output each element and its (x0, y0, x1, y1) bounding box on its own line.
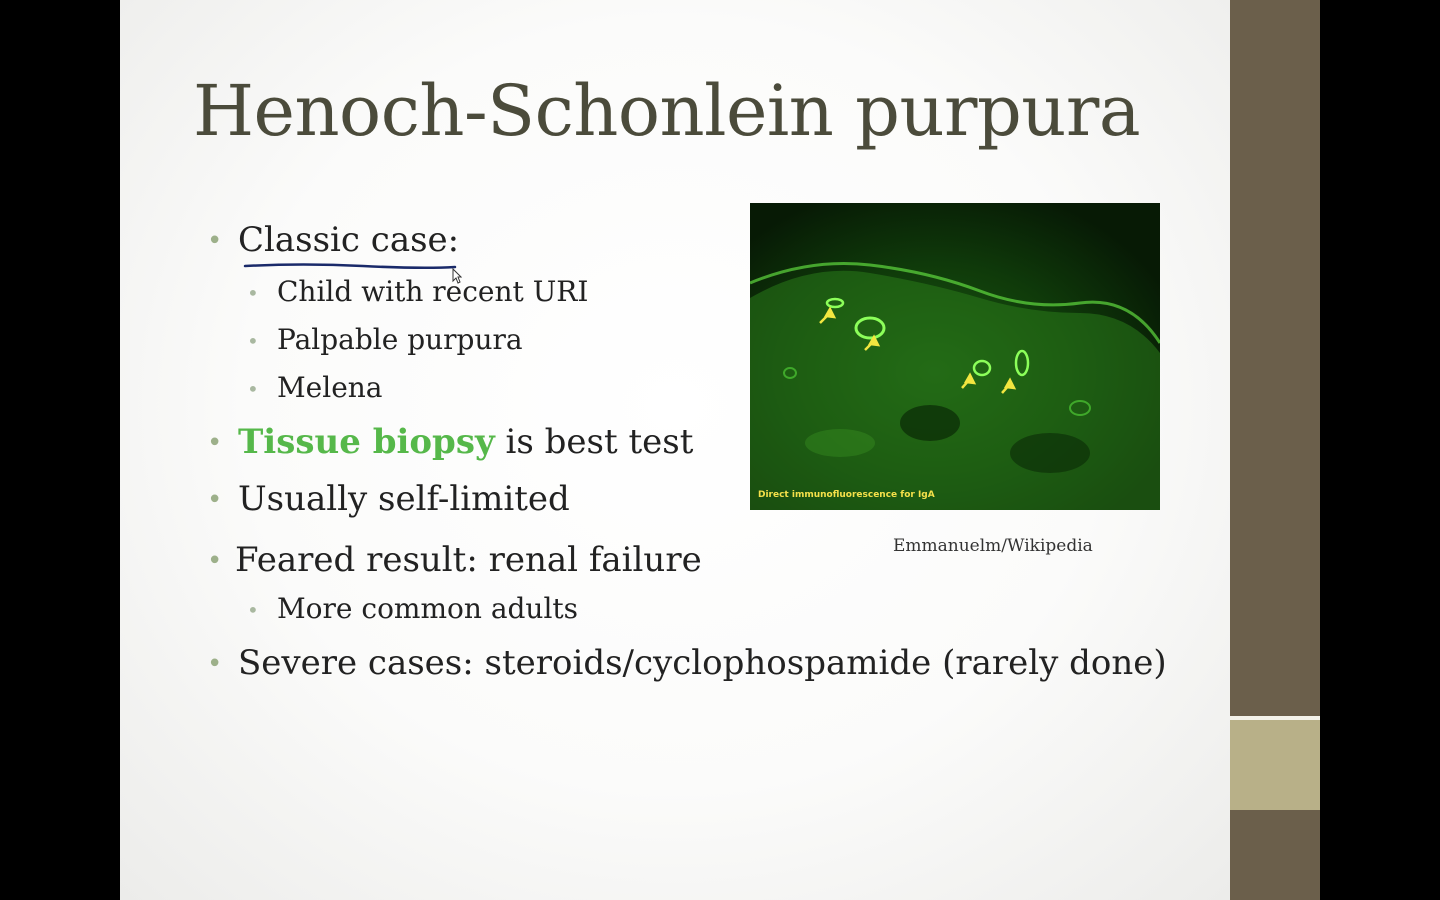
bullet-melena: Melena (277, 371, 383, 404)
bullet-marker: • (207, 649, 223, 679)
sub-bullet-marker: • (247, 329, 259, 353)
bullet-feared-result: Feared result: renal failure (235, 540, 702, 580)
bullet-marker: • (207, 226, 223, 256)
bullet-common-adults: More common adults (277, 592, 579, 625)
immunofluorescence-image (750, 203, 1160, 510)
sub-bullet-marker: • (247, 377, 259, 401)
bullet-marker: • (207, 428, 223, 458)
bullet-severe-cases: Severe cases: steroids/cyclophospamide (rarely done) (238, 643, 1167, 683)
sub-bullet-marker: • (247, 281, 259, 305)
bullet-marker: • (207, 546, 223, 576)
bullet-tissue-rest: is best test (494, 422, 694, 462)
bullet-child-uri: Child with recent URI (277, 275, 589, 308)
image-caption: Emmanuelm/Wikipedia (893, 536, 1093, 556)
bullet-self-limited: Usually self-limited (238, 479, 570, 519)
sub-bullet-marker: • (247, 598, 259, 622)
highlight-tissue-biopsy: Tissue biopsy (238, 422, 495, 462)
bullet-palpable-purpura: Palpable purpura (277, 323, 523, 356)
handwritten-underline (243, 262, 457, 270)
bullet-tissue-biopsy (238, 422, 693, 462)
right-letterbox (1320, 0, 1440, 900)
bullet-classic-case: Classic case: (238, 220, 460, 260)
slide-title: Henoch-Schonlein purpura (193, 70, 1141, 152)
side-panel-accent (1230, 720, 1320, 810)
left-letterbox (0, 0, 120, 900)
image-label: Direct immunofluorescence for IgA (758, 490, 935, 500)
bullet-marker: • (207, 485, 223, 515)
